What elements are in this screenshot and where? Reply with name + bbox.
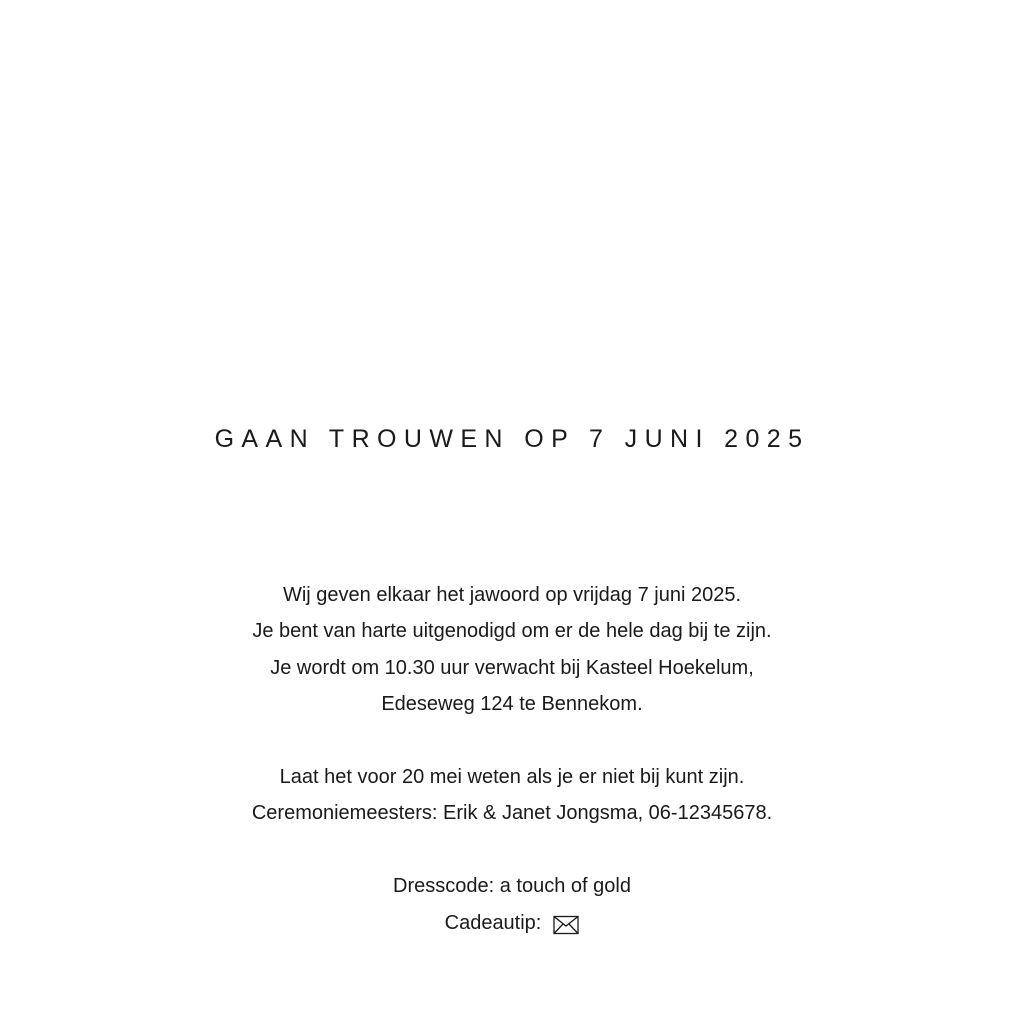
invitation-line-address: Edeseweg 124 te Bennekom.	[381, 693, 643, 716]
ceremony-masters-line: Ceremoniemeesters: Erik & Janet Jongsma, 06-12345678.	[251, 802, 773, 825]
gift-tip-row	[0, 905, 1024, 941]
invitation-body	[0, 577, 1024, 941]
gift-tip-label: Cadeautip:	[444, 911, 542, 934]
rsvp-line: Laat het voor 20 mei weten als je er niet bij kunt zijn.	[279, 765, 745, 788]
invitation-heading: GAAN TROUWEN OP 7 JUNI 2025	[214, 425, 810, 453]
invitation-line-welcome: Je bent van harte uitgenodigd om er de hele dag bij te zijn.	[252, 620, 772, 643]
dresscode-line: Dresscode: a touch of gold	[393, 875, 631, 898]
invitation-line-venue: Je wordt om 10.30 uur verwacht bij Kasteel Hoekelum,	[270, 656, 754, 679]
spacer	[0, 723, 1024, 759]
invitation-line-date: Wij geven elkaar het jawoord op vrijdag 7 juni 2025.	[282, 584, 742, 606]
spacer	[0, 832, 1024, 868]
envelope-icon	[553, 915, 579, 935]
